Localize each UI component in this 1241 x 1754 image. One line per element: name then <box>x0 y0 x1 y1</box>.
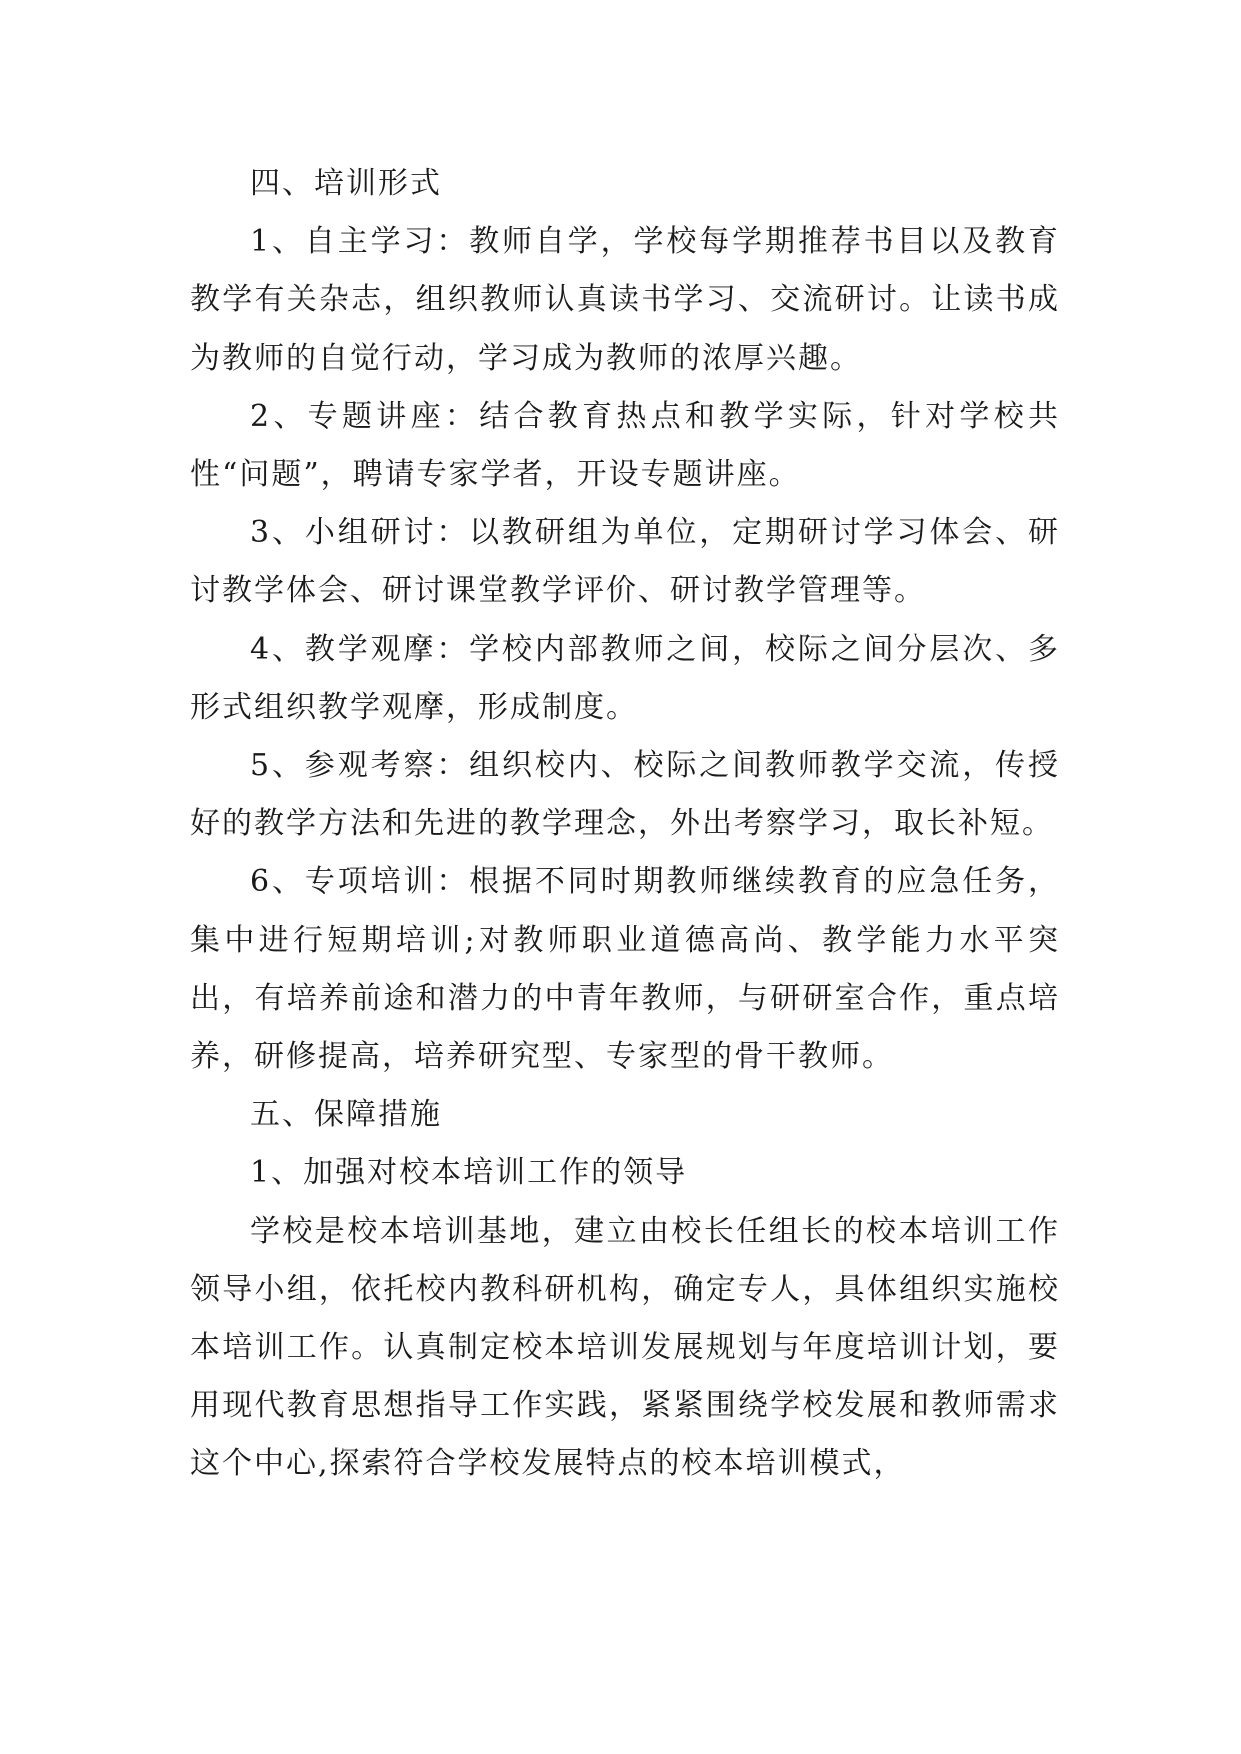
paragraph-teaching-observation: 4、教学观摩：学校内部教师之间，校际之间分层次、多形式组织教学观摩，形成制度。 <box>190 631 1060 725</box>
paragraph-group-discussion: 3、小组研讨：以教研组为单位，定期研讨学习体会、研讨教学体会、研讨课堂教学评价、研讨教学管理等。 <box>190 515 1060 609</box>
paragraph-special-lectures: 2、专题讲座：结合教育热点和教学实际，针对学校共性“问题”，聘请专家学者，开设专题讲座。 <box>190 398 1060 493</box>
document-body <box>190 155 1060 1494</box>
paragraph-visits-inspection: 5、参观考察：组织校内、校际之间教师教学交流，传授好的教学方法和先进的教学理念，外出考察学习，取长补短。 <box>190 748 1060 842</box>
section-heading-training-forms: 四、培训形式 <box>250 166 442 201</box>
paragraph-self-study: 1、自主学习：教师自学，学校每学期推荐书目以及教育教学有关杂志，组织教师认真读书学习、交流研讨。让读书成为教师的自觉行动，学习成为教师的浓厚兴趣。 <box>190 224 1060 376</box>
paragraph-leadership-body: 学校是校本培训基地，建立由校长任组长的校本培训工作领导小组，依托校内教科研机构，确定专人，具体组织实施校本培训工作。认真制定校本培训发展规划与年度培训计划，要用现代教育思想指导工作实践，紧紧围绕学校发展和教师需求这个中心,探索符合学校发展特点的校本培训模式， <box>190 1213 1060 1482</box>
subheading-leadership: 1、加强对校本培训工作的领导 <box>250 1155 688 1191</box>
paragraph-special-training: 6、专项培训：根据不同时期教师继续教育的应急任务，集中进行短期培训;对教师职业道德高尚、教学能力水平突出，有培养前途和潜力的中青年教师，与研研室合作，重点培养，研修提高，培养研究型、专家型的骨干教师。 <box>190 864 1060 1075</box>
section-heading-safeguards: 五、保障措施 <box>250 1097 442 1133</box>
